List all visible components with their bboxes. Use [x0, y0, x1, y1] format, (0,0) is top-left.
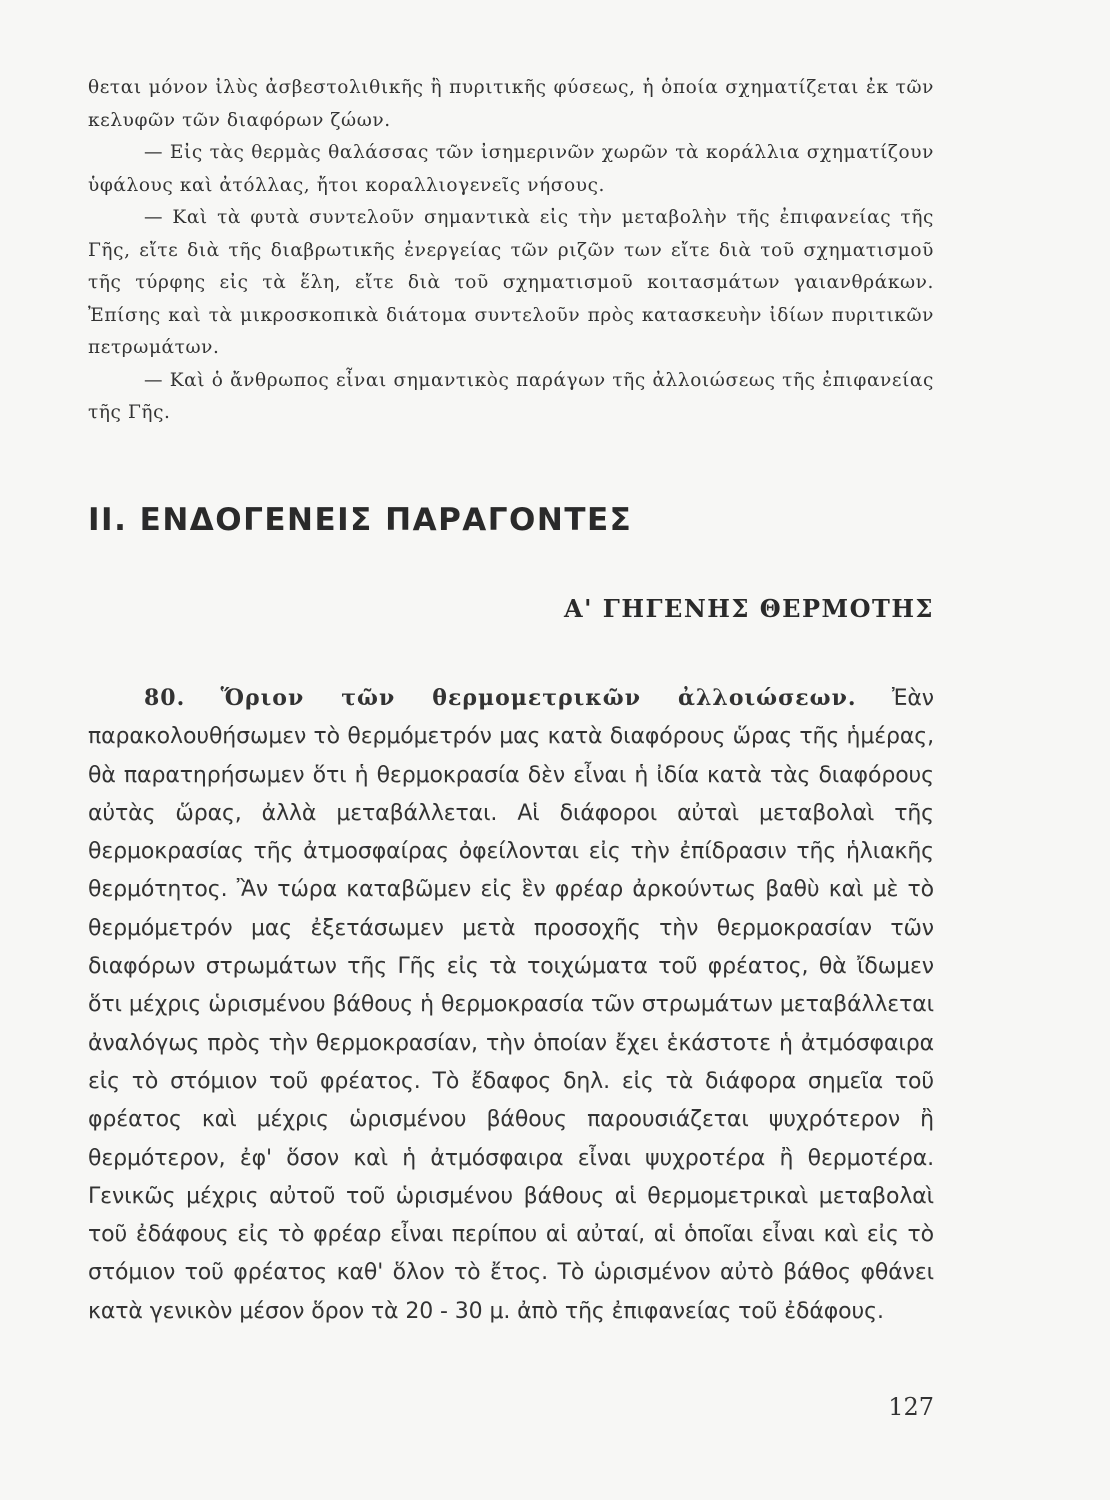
page-number: 127	[888, 1393, 934, 1421]
intro-paragraph-humans: — Καὶ ὁ ἄνθρωπος εἶναι σημαντικὸς παράγων τῆς ἀλλοιώσεως τῆς ἐπιφανείας τῆς Γῆς.	[88, 369, 934, 423]
main-paragraph	[88, 679, 934, 1331]
intro-paragraph-corals: — Εἰς τὰς θερμὰς θαλάσσας τῶν ἰσημερινῶν χωρῶν τὰ κοράλλια σχηματίζουν ὑφάλους καὶ ἀτόλλας, ἤτοι κοραλλιογενεῖς νήσους.	[88, 142, 934, 196]
section-heading: ΙΙ. ΕΝΔΟΓΕΝΕΙΣ ΠΑΡΑΓΟΝΤΕΣ	[88, 502, 633, 538]
page-content	[88, 72, 934, 1324]
sub-heading: Α' ΓΗΓΕΝΗΣ ΘΕΡΜΟΤΗΣ	[563, 594, 934, 623]
paragraph-body: Ἐὰν παρακολουθήσωμεν τὸ θερμόμετρόν μας κατὰ διαφόρους ὥρας τῆς ἡμέρας, θὰ παρατηρήσωμεν ὅτι ἡ θερμοκρασία δὲν εἶναι ἡ ἰδία κατὰ τὰς διαφόρους αὐτὰς ὥρας, ἀλλὰ μεταβάλλεται. Αἱ διάφοροι αὐταὶ μεταβολαὶ τῆς θερμοκρασίας τῆς ἀτμοσφαίρας ὀφείλονται εἰς τὴν ἐπίδρασιν τῆς ἡλιακῆς θερμότητος. Ἂν τώρα καταβῶμεν εἰς ἓν φρέαρ ἀρκούντως βαθὺ καὶ μὲ τὸ θερμόμετρόν μας ἐξετάσωμεν μετὰ προσοχῆς τὴν θερμοκρασίαν τῶν διαφόρων στρωμάτων τῆς Γῆς εἰς τὰ τοιχώματα τοῦ φρέατος, θὰ ἴδωμεν ὅτι μέχρις ὡρισμένου βάθους ἡ θερμοκρασία τῶν στρωμάτων μεταβάλλεται ἀναλόγως πρὸς τὴν θερμοκρασίαν, τὴν ὁποίαν ἔχει ἑκάστοτε ἡ ἀτμόσφαιρα εἰς τὸ στόμιον τοῦ φρέατος. Τὸ ἔδαφος δηλ. εἰς τὰ διάφορα σημεῖα τοῦ φρέατος καὶ μέχρις ὡρισμένου βάθους παρουσιάζεται ψυχρότερον ἢ θερμότερον, ἐφ' ὅσον καὶ ἡ ἀτμόσφαιρα εἶναι ψυχροτέρα ἢ θερμοτέρα. Γενικῶς μέχρις αὐτοῦ τοῦ ὡρισμένου βάθους αἱ θερμομετρικαὶ μεταβολαὶ τοῦ ἐδάφους εἰς τὸ φρέαρ εἶναι περίπου αἱ αὐταί, αἱ ὁποῖαι εἶναι καὶ εἰς τὸ στόμιον τοῦ φρέατος καθ' ὅλον τὸ ἔτος. Τὸ ὡρισμένον αὐτὸ βάθος φθάνει κατὰ γενικὸν μέσον ὅρον τὰ 20 - 30 μ. ἀπὸ τῆς ἐπιφανείας τοῦ ἐδάφους.	[88, 686, 934, 1324]
intro-paragraph-plants: — Καὶ τὰ φυτὰ συντελοῦν σημαντικὰ εἰς τὴν μεταβολὴν τῆς ἐπιφανείας τῆς Γῆς, εἴτε διὰ τῆς διαβρωτικῆς ἐνεργείας τῶν ριζῶν των εἴτε διὰ τοῦ σχηματισμοῦ τῆς τύρφης εἰς τὰ ἕλη, εἴτε διὰ τοῦ σχηματισμοῦ κοιτασμάτων γαιανθράκων. Ἐπίσης καὶ τὰ μικροσκοπικὰ διάτομα συντελοῦν πρὸς κατασκευὴν ἰδίων πυριτικῶν πετρωμάτων.	[88, 207, 934, 358]
intro-paragraph-continued: θεται μόνον ἰλὺς ἀσβεστολιθικῆς ἢ πυριτικῆς φύσεως, ἡ ὁποία σχηματίζεται ἐκ τῶν κελυφῶν τῶν διαφόρων ζώων.	[88, 77, 934, 131]
paragraph-number: 80.	[144, 685, 186, 711]
paragraph-title: Ὅριον τῶν θερμομετρικῶν ἀλλοιώσεων.	[220, 685, 857, 711]
